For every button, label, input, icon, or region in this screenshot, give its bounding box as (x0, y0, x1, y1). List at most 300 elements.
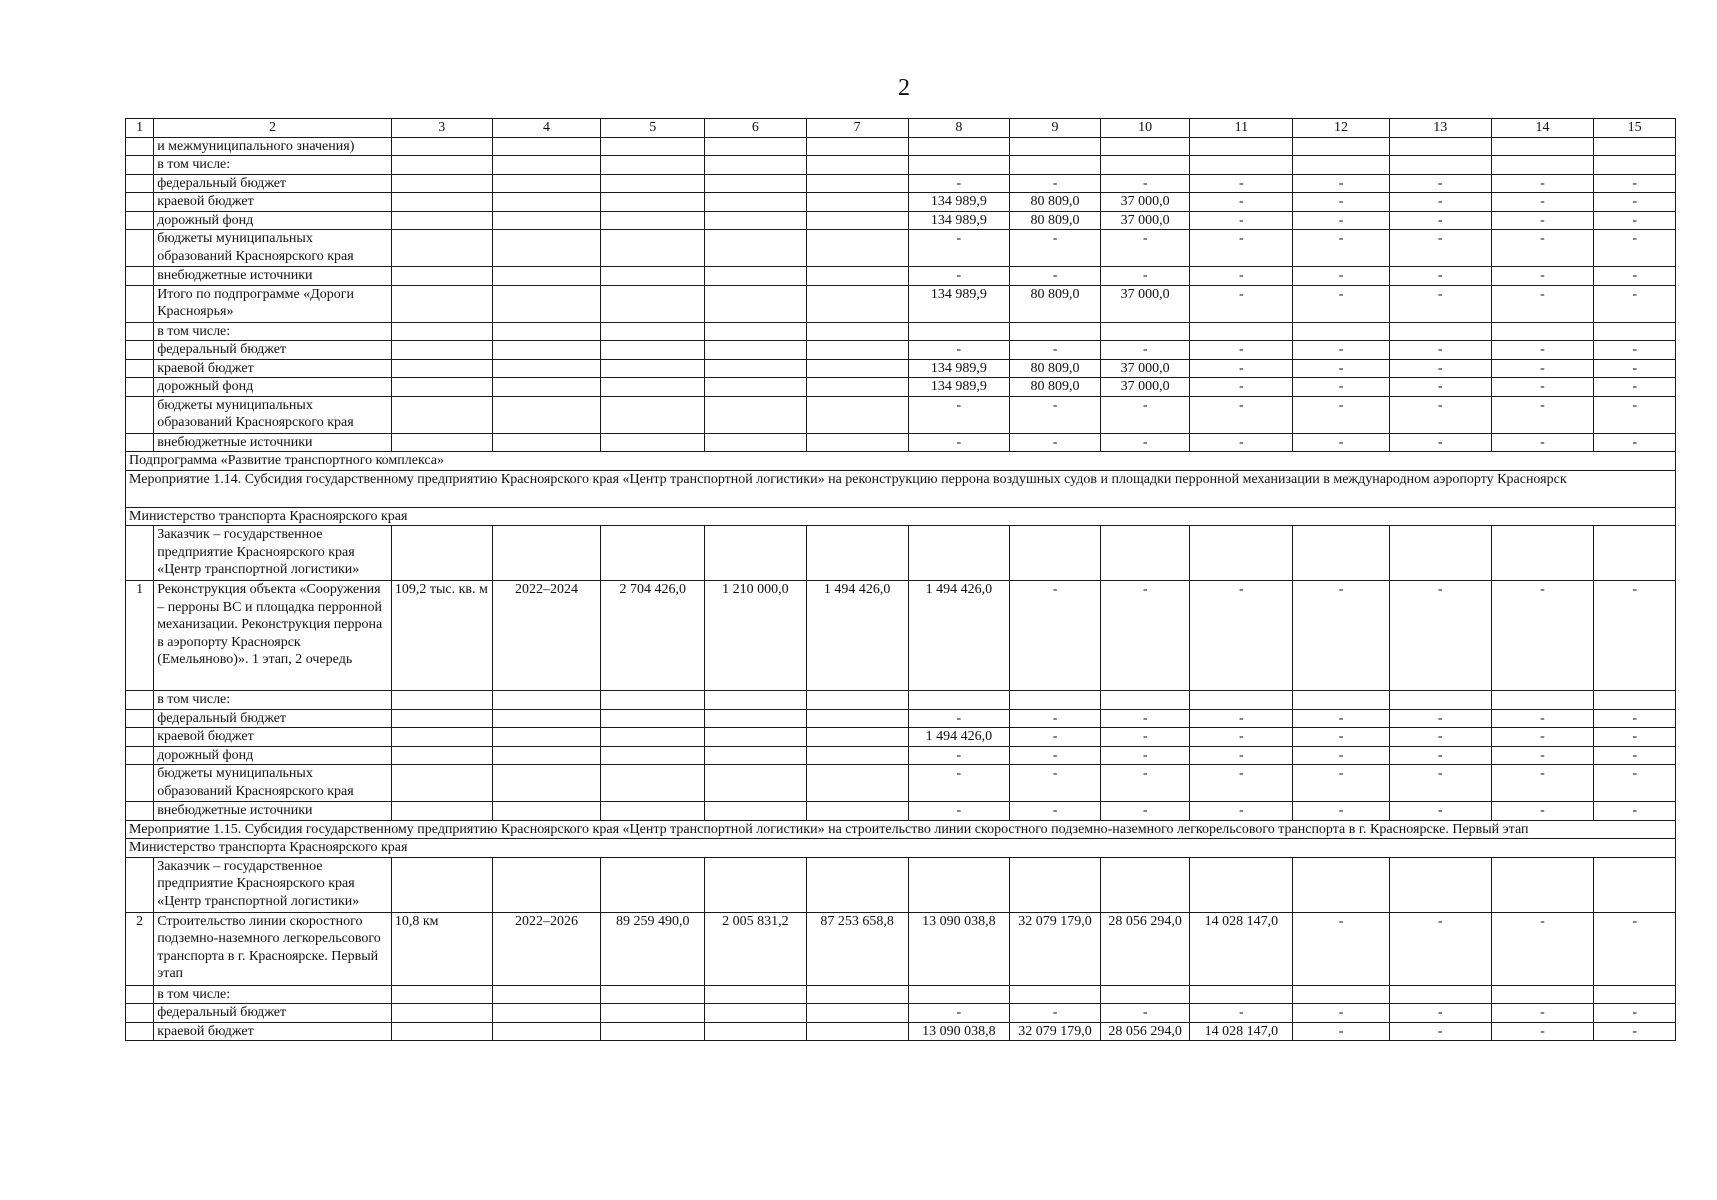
cell-col-1 (126, 433, 154, 452)
cell-col-13: - (1389, 912, 1491, 985)
cell-col-13: - (1389, 746, 1491, 765)
column-number-15: 15 (1594, 119, 1676, 138)
cell-col-12: - (1293, 285, 1390, 322)
cell-col-5 (601, 285, 705, 322)
cell-col-15: - (1594, 1022, 1676, 1041)
cell-col-10: - (1100, 746, 1190, 765)
cell-col-3 (391, 985, 492, 1004)
row-label: краевой бюджет (154, 728, 392, 747)
cell-col-1 (126, 193, 154, 212)
cell-col-14: - (1491, 709, 1594, 728)
cell-col-7 (806, 359, 908, 378)
row-label: в том числе: (154, 156, 392, 175)
cell-col-13: - (1389, 765, 1491, 802)
cell-col-11 (1190, 985, 1293, 1004)
cell-col-3 (391, 396, 492, 433)
cell-col-14: - (1491, 1004, 1594, 1023)
cell-col-6 (705, 857, 807, 912)
cell-col-11: - (1190, 802, 1293, 821)
cell-col-9: - (1010, 802, 1101, 821)
cell-col-10 (1100, 985, 1190, 1004)
cell-col-11 (1190, 857, 1293, 912)
row-label: внебюджетные источники (154, 802, 392, 821)
row-label: в том числе: (154, 985, 392, 1004)
cell-col-3 (391, 709, 492, 728)
cell-col-13 (1389, 857, 1491, 912)
cell-col-4 (492, 433, 601, 452)
column-number-6: 6 (705, 119, 807, 138)
section-heading: Мероприятие 1.14. Субсидия государственному предприятию Красноярского края «Центр транспортной логистики» на реконструкцию перрона воздушных судов и площадки перронной механизации в международном аэропорту Красноярск (126, 470, 1676, 507)
cell-col-7 (806, 765, 908, 802)
cell-col-12 (1293, 985, 1390, 1004)
cell-col-4 (492, 137, 601, 156)
column-number-8: 8 (908, 119, 1010, 138)
cell-col-1 (126, 802, 154, 821)
table-row (126, 359, 1676, 378)
cell-col-15 (1594, 857, 1676, 912)
cell-col-9: - (1010, 709, 1101, 728)
cell-col-12 (1293, 691, 1390, 710)
table-row (126, 709, 1676, 728)
cell-col-8: 13 090 038,8 (908, 912, 1010, 985)
cell-col-3 (391, 174, 492, 193)
cell-col-14 (1491, 857, 1594, 912)
cell-col-15: - (1594, 267, 1676, 286)
row-label: Итого по подпрограмме «Дороги Красноярья» (154, 285, 392, 322)
cell-col-13 (1389, 137, 1491, 156)
cell-col-7 (806, 985, 908, 1004)
table-row (126, 912, 1676, 985)
column-number-12: 12 (1293, 119, 1390, 138)
cell-col-4 (492, 857, 601, 912)
cell-col-14 (1491, 526, 1594, 581)
cell-col-11: 14 028 147,0 (1190, 1022, 1293, 1041)
cell-col-10 (1100, 137, 1190, 156)
cell-col-14: - (1491, 211, 1594, 230)
cell-col-8: - (908, 802, 1010, 821)
cell-col-1 (126, 985, 154, 1004)
cell-col-9: - (1010, 230, 1101, 267)
cell-col-1 (126, 765, 154, 802)
cell-col-13 (1389, 691, 1491, 710)
cell-col-4 (492, 285, 601, 322)
cell-col-3 (391, 285, 492, 322)
cell-col-11: - (1190, 765, 1293, 802)
section-heading: Подпрограмма «Развитие транспортного комплекса» (126, 452, 1676, 471)
cell-col-10: 37 000,0 (1100, 211, 1190, 230)
cell-col-8 (908, 526, 1010, 581)
cell-col-15: - (1594, 581, 1676, 691)
cell-col-10: - (1100, 396, 1190, 433)
cell-col-8: - (908, 341, 1010, 360)
cell-col-12: - (1293, 1022, 1390, 1041)
cell-col-11: - (1190, 709, 1293, 728)
cell-col-8: 134 989,9 (908, 359, 1010, 378)
cell-col-9: 80 809,0 (1010, 193, 1101, 212)
row-label: федеральный бюджет (154, 1004, 392, 1023)
cell-col-5 (601, 433, 705, 452)
cell-col-10 (1100, 691, 1190, 710)
cell-col-14: - (1491, 267, 1594, 286)
cell-col-1 (126, 285, 154, 322)
cell-col-11: 14 028 147,0 (1190, 912, 1293, 985)
cell-col-8: - (908, 765, 1010, 802)
cell-col-1 (126, 156, 154, 175)
cell-col-15 (1594, 322, 1676, 341)
cell-col-13: - (1389, 581, 1491, 691)
cell-col-1: 1 (126, 581, 154, 691)
cell-col-7 (806, 174, 908, 193)
cell-col-7 (806, 857, 908, 912)
cell-col-6: 2 005 831,2 (705, 912, 807, 985)
cell-col-15: - (1594, 174, 1676, 193)
cell-col-12: - (1293, 267, 1390, 286)
cell-col-4 (492, 267, 601, 286)
cell-col-15: - (1594, 396, 1676, 433)
cell-col-4 (492, 728, 601, 747)
cell-col-5 (601, 1004, 705, 1023)
row-label: Строительство линии скоростного подземно-наземного легкорельсового транспорта в г. Красноярске. Первый этап (154, 912, 392, 985)
cell-col-9: - (1010, 396, 1101, 433)
cell-col-7 (806, 526, 908, 581)
cell-col-12 (1293, 526, 1390, 581)
cell-col-9 (1010, 137, 1101, 156)
column-number-13: 13 (1389, 119, 1491, 138)
row-label: бюджеты муниципальных образований Красноярского края (154, 230, 392, 267)
cell-col-5 (601, 691, 705, 710)
cell-col-8: - (908, 174, 1010, 193)
cell-col-11: - (1190, 193, 1293, 212)
cell-col-7: 87 253 658,8 (806, 912, 908, 985)
cell-col-3 (391, 1022, 492, 1041)
cell-col-6 (705, 230, 807, 267)
cell-col-11: - (1190, 230, 1293, 267)
cell-col-6 (705, 285, 807, 322)
cell-col-9: 80 809,0 (1010, 211, 1101, 230)
cell-col-6 (705, 691, 807, 710)
column-number-11: 11 (1190, 119, 1293, 138)
cell-col-6 (705, 378, 807, 397)
cell-col-9: - (1010, 581, 1101, 691)
cell-col-11: - (1190, 285, 1293, 322)
table-row (126, 137, 1676, 156)
cell-col-12: - (1293, 341, 1390, 360)
cell-col-6 (705, 211, 807, 230)
cell-col-11 (1190, 691, 1293, 710)
cell-col-9 (1010, 322, 1101, 341)
row-label: бюджеты муниципальных образований Красноярского края (154, 765, 392, 802)
cell-col-11: - (1190, 746, 1293, 765)
cell-col-5: 89 259 490,0 (601, 912, 705, 985)
table-row (126, 211, 1676, 230)
cell-col-7 (806, 322, 908, 341)
cell-col-8: 134 989,9 (908, 193, 1010, 212)
cell-col-7 (806, 433, 908, 452)
cell-col-5 (601, 230, 705, 267)
cell-col-13: - (1389, 341, 1491, 360)
cell-col-4 (492, 193, 601, 212)
cell-col-10: 37 000,0 (1100, 378, 1190, 397)
cell-col-14 (1491, 156, 1594, 175)
row-label: Заказчик – государственное предприятие Красноярского края «Центр транспортной логистики» (154, 857, 392, 912)
cell-col-5 (601, 765, 705, 802)
cell-col-5 (601, 156, 705, 175)
column-number-4: 4 (492, 119, 601, 138)
column-number-5: 5 (601, 119, 705, 138)
section-heading-row (126, 820, 1676, 839)
table-row (126, 341, 1676, 360)
cell-col-1 (126, 857, 154, 912)
cell-col-12: - (1293, 359, 1390, 378)
cell-col-12: - (1293, 378, 1390, 397)
cell-col-4 (492, 802, 601, 821)
cell-col-9: - (1010, 1004, 1101, 1023)
cell-col-9 (1010, 691, 1101, 710)
cell-col-5 (601, 802, 705, 821)
cell-col-12 (1293, 322, 1390, 341)
row-label: внебюджетные источники (154, 267, 392, 286)
cell-col-11: - (1190, 396, 1293, 433)
cell-col-13: - (1389, 230, 1491, 267)
cell-col-10: 37 000,0 (1100, 193, 1190, 212)
cell-col-8: 1 494 426,0 (908, 728, 1010, 747)
cell-col-12: - (1293, 581, 1390, 691)
cell-col-8 (908, 985, 1010, 1004)
column-number-7: 7 (806, 119, 908, 138)
cell-col-7: 1 494 426,0 (806, 581, 908, 691)
row-label: Заказчик – государственное предприятие Красноярского края «Центр транспортной логистики» (154, 526, 392, 581)
cell-col-9: 32 079 179,0 (1010, 912, 1101, 985)
cell-col-13: - (1389, 378, 1491, 397)
cell-col-14: - (1491, 1022, 1594, 1041)
cell-col-14: - (1491, 728, 1594, 747)
cell-col-4 (492, 985, 601, 1004)
cell-col-1 (126, 137, 154, 156)
cell-col-1 (126, 341, 154, 360)
cell-col-7 (806, 691, 908, 710)
cell-col-15: - (1594, 1004, 1676, 1023)
cell-col-9: - (1010, 341, 1101, 360)
cell-col-5 (601, 137, 705, 156)
cell-col-6 (705, 526, 807, 581)
cell-col-12: - (1293, 433, 1390, 452)
cell-col-10: - (1100, 1004, 1190, 1023)
row-label: федеральный бюджет (154, 341, 392, 360)
cell-col-7 (806, 193, 908, 212)
cell-col-6 (705, 985, 807, 1004)
cell-col-11: - (1190, 433, 1293, 452)
cell-col-1 (126, 267, 154, 286)
cell-col-5 (601, 709, 705, 728)
cell-col-7 (806, 230, 908, 267)
cell-col-14 (1491, 985, 1594, 1004)
cell-col-14: - (1491, 378, 1594, 397)
cell-col-10 (1100, 526, 1190, 581)
cell-col-8: - (908, 396, 1010, 433)
cell-col-6: 1 210 000,0 (705, 581, 807, 691)
table-row (126, 433, 1676, 452)
cell-col-8: - (908, 709, 1010, 728)
cell-col-5 (601, 378, 705, 397)
cell-col-10: - (1100, 728, 1190, 747)
cell-col-3 (391, 746, 492, 765)
cell-col-15 (1594, 691, 1676, 710)
table-row (126, 396, 1676, 433)
cell-col-5 (601, 857, 705, 912)
cell-col-5 (601, 341, 705, 360)
column-number-14: 14 (1491, 119, 1594, 138)
cell-col-12: - (1293, 1004, 1390, 1023)
column-number-10: 10 (1100, 119, 1190, 138)
cell-col-1: 2 (126, 912, 154, 985)
cell-col-5 (601, 174, 705, 193)
cell-col-1 (126, 359, 154, 378)
cell-col-3 (391, 433, 492, 452)
cell-col-9: - (1010, 746, 1101, 765)
cell-col-9: 32 079 179,0 (1010, 1022, 1101, 1041)
cell-col-3 (391, 857, 492, 912)
cell-col-8 (908, 691, 1010, 710)
cell-col-15: - (1594, 211, 1676, 230)
cell-col-3 (391, 691, 492, 710)
cell-col-1 (126, 322, 154, 341)
cell-col-6 (705, 193, 807, 212)
cell-col-8: 134 989,9 (908, 285, 1010, 322)
cell-col-15 (1594, 137, 1676, 156)
table-row (126, 267, 1676, 286)
cell-col-8: 13 090 038,8 (908, 1022, 1010, 1041)
cell-col-3 (391, 267, 492, 286)
cell-col-6 (705, 709, 807, 728)
cell-col-12 (1293, 857, 1390, 912)
cell-col-3 (391, 802, 492, 821)
cell-col-3 (391, 211, 492, 230)
cell-col-8: 134 989,9 (908, 211, 1010, 230)
cell-col-15: - (1594, 728, 1676, 747)
cell-col-10: - (1100, 230, 1190, 267)
cell-col-9: 80 809,0 (1010, 285, 1101, 322)
budget-table-container (125, 118, 1676, 1041)
table-row (126, 746, 1676, 765)
cell-col-7 (806, 396, 908, 433)
cell-col-4 (492, 230, 601, 267)
cell-col-10: - (1100, 802, 1190, 821)
cell-col-13: - (1389, 285, 1491, 322)
row-label: дорожный фонд (154, 378, 392, 397)
cell-col-4: 2022–2026 (492, 912, 601, 985)
cell-col-15: - (1594, 378, 1676, 397)
cell-col-13: - (1389, 267, 1491, 286)
cell-col-14: - (1491, 285, 1594, 322)
cell-col-4 (492, 378, 601, 397)
row-label: в том числе: (154, 691, 392, 710)
cell-col-6 (705, 433, 807, 452)
table-body (126, 119, 1676, 1041)
cell-col-8: 134 989,9 (908, 378, 1010, 397)
section-heading: Министерство транспорта Красноярского края (126, 507, 1676, 526)
cell-col-14: - (1491, 581, 1594, 691)
table-row (126, 728, 1676, 747)
table-row (126, 691, 1676, 710)
cell-col-10: - (1100, 765, 1190, 802)
table-row (126, 230, 1676, 267)
cell-col-4 (492, 359, 601, 378)
cell-col-8 (908, 137, 1010, 156)
section-heading: Министерство транспорта Красноярского края (126, 839, 1676, 858)
cell-col-13: - (1389, 193, 1491, 212)
cell-col-1 (126, 378, 154, 397)
cell-col-11: - (1190, 174, 1293, 193)
cell-col-5: 2 704 426,0 (601, 581, 705, 691)
cell-col-4 (492, 709, 601, 728)
cell-col-9: - (1010, 433, 1101, 452)
table-row (126, 985, 1676, 1004)
cell-col-9: - (1010, 765, 1101, 802)
cell-col-15: - (1594, 285, 1676, 322)
cell-col-7 (806, 211, 908, 230)
cell-col-3 (391, 193, 492, 212)
cell-col-5 (601, 746, 705, 765)
cell-col-15 (1594, 156, 1676, 175)
cell-col-12 (1293, 137, 1390, 156)
cell-col-12: - (1293, 709, 1390, 728)
cell-col-8: - (908, 1004, 1010, 1023)
cell-col-9: - (1010, 267, 1101, 286)
cell-col-15: - (1594, 230, 1676, 267)
cell-col-7 (806, 709, 908, 728)
cell-col-4 (492, 526, 601, 581)
table-row (126, 581, 1676, 691)
cell-col-10: 28 056 294,0 (1100, 912, 1190, 985)
cell-col-13: - (1389, 709, 1491, 728)
cell-col-10 (1100, 156, 1190, 175)
cell-col-11 (1190, 526, 1293, 581)
cell-col-5 (601, 211, 705, 230)
cell-col-10: - (1100, 174, 1190, 193)
cell-col-4 (492, 691, 601, 710)
cell-col-4 (492, 174, 601, 193)
cell-col-15 (1594, 985, 1676, 1004)
cell-col-3 (391, 359, 492, 378)
table-row (126, 526, 1676, 581)
cell-col-9 (1010, 526, 1101, 581)
cell-col-1 (126, 746, 154, 765)
cell-col-15: - (1594, 746, 1676, 765)
cell-col-10: - (1100, 581, 1190, 691)
cell-col-13: - (1389, 211, 1491, 230)
cell-col-8: 1 494 426,0 (908, 581, 1010, 691)
cell-col-4 (492, 322, 601, 341)
cell-col-14: - (1491, 193, 1594, 212)
cell-col-12: - (1293, 802, 1390, 821)
row-label: внебюджетные источники (154, 433, 392, 452)
cell-col-11: - (1190, 359, 1293, 378)
cell-col-3 (391, 341, 492, 360)
cell-col-6 (705, 1004, 807, 1023)
cell-col-14 (1491, 691, 1594, 710)
cell-col-7 (806, 802, 908, 821)
row-label: краевой бюджет (154, 359, 392, 378)
column-number-row (126, 119, 1676, 138)
cell-col-8: - (908, 746, 1010, 765)
cell-col-13 (1389, 985, 1491, 1004)
cell-col-13: - (1389, 396, 1491, 433)
cell-col-4 (492, 211, 601, 230)
cell-col-15: - (1594, 802, 1676, 821)
cell-col-14: - (1491, 396, 1594, 433)
cell-col-3 (391, 322, 492, 341)
section-heading: Мероприятие 1.15. Субсидия государственному предприятию Красноярского края «Центр транспортной логистики» на строительство линии скоростного подземно-наземного легкорельсового транспорта в г. Красноярске. Первый этап (126, 820, 1676, 839)
